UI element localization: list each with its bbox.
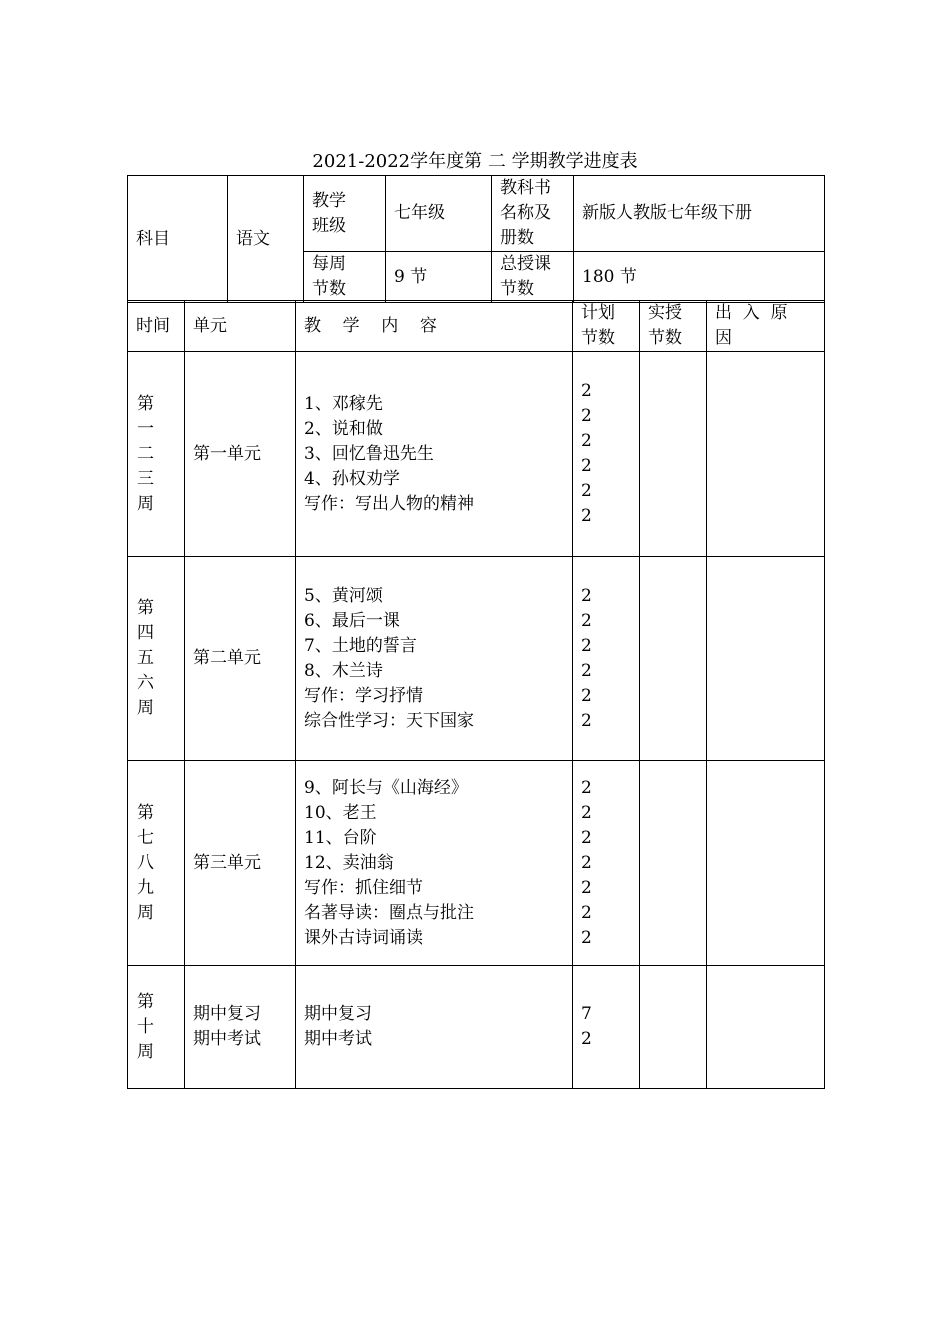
col-header-time: 时间	[128, 301, 185, 352]
column-header-row	[128, 301, 825, 352]
class-label: 教学 班级	[304, 176, 386, 252]
reason-cell	[707, 557, 825, 761]
reason-cell	[707, 352, 825, 557]
week-cell: 第 四 五 六 周	[128, 557, 185, 761]
week-cell: 第 一 二 三 周	[128, 352, 185, 557]
content-cell: 期中复习 期中考试	[296, 966, 573, 1089]
content-cell: 9、阿长与《山海经》 10、老王 11、台阶 12、卖油翁 写作：抓住细节 名著导读：圈点与批注 课外古诗词诵读	[296, 761, 573, 966]
subject-label: 科目	[128, 176, 228, 303]
subject-value: 语文	[228, 176, 304, 303]
content-cell: 1、邓稼先 2、说和做 3、回忆鲁迅先生 4、孙权劝学 写作：写出人物的精神	[296, 352, 573, 557]
col-header-unit: 单元	[185, 301, 296, 352]
class-value: 七年级	[386, 176, 492, 252]
table-row	[128, 761, 825, 966]
planned-cell: 7 2	[573, 966, 640, 1089]
page-title: 2021-2022学年度第 二 学期教学进度表	[312, 151, 638, 172]
col-header-reason: 出 入 原 因	[707, 301, 825, 352]
col-header-actual: 实授 节数	[640, 301, 707, 352]
textbook-label: 教科书 名称及 册数	[492, 176, 574, 252]
reason-cell	[707, 966, 825, 1089]
table-row	[128, 966, 825, 1089]
content-cell: 5、黄河颂 6、最后一课 7、土地的誓言 8、木兰诗 写作：学习抒情 综合性学习：天下国家	[296, 557, 573, 761]
unit-cell: 期中复习 期中考试	[185, 966, 296, 1089]
actual-cell	[640, 761, 707, 966]
unit-cell: 第一单元	[185, 352, 296, 557]
actual-cell	[640, 352, 707, 557]
weekly-periods-label: 每周 节数	[304, 252, 386, 303]
reason-cell	[707, 761, 825, 966]
total-periods-label: 总授课 节数	[492, 252, 574, 303]
course-info-table	[127, 175, 825, 303]
unit-cell: 第二单元	[185, 557, 296, 761]
unit-cell: 第三单元	[185, 761, 296, 966]
schedule-table	[127, 300, 825, 1089]
planned-cell: 2 2 2 2 2 2	[573, 557, 640, 761]
col-header-planned: 计划 节数	[573, 301, 640, 352]
planned-cell: 2 2 2 2 2 2	[573, 352, 640, 557]
planned-cell: 2 2 2 2 2 2 2	[573, 761, 640, 966]
table-row	[128, 557, 825, 761]
week-cell: 第 七 八 九 周	[128, 761, 185, 966]
col-header-content: 教 学 内 容	[296, 301, 573, 352]
actual-cell	[640, 966, 707, 1089]
actual-cell	[640, 557, 707, 761]
table-row	[128, 352, 825, 557]
week-cell: 第 十 周	[128, 966, 185, 1089]
textbook-value: 新版人教版七年级下册	[574, 176, 825, 252]
total-periods-value: 180 节	[574, 252, 825, 303]
weekly-periods-value: 9 节	[386, 252, 492, 303]
